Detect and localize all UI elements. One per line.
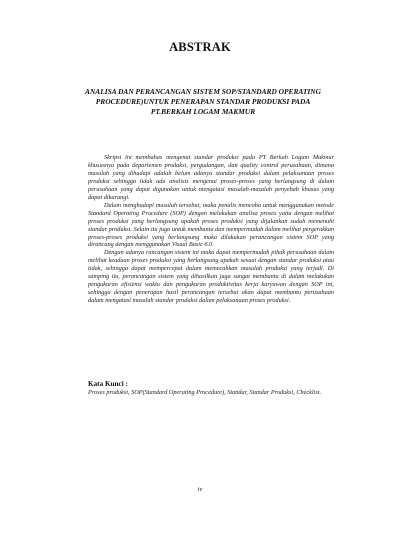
page-number: iv: [197, 486, 203, 493]
thesis-title-line: PT.BERKAH LOGAM MAKMUR: [150, 107, 256, 116]
abstract-paragraph: Dengan adanya rancangan sistem ini maka dapat mempermudah pihak perusahaan dalam melihat keadaan proses produksi yang berlangsung apakah sesuai dengan standar produksi atau tidak, sehingga dapat mempercepat dalam memecahkan masalah produksi yang terjadi. Di samping itu, perancangan sistem yang dihasilkan juga sangat membantu di dalam melakukan pengukuran efisiensi waktu dan pengukuran produktivitas kerja karyawan dengan SOP ini, sehingga dengan penerapan hasil perancangan tersebut akan dapat membantu perusahaan dalam mengatasi masalah standar produksi dalam pelaksanaan proses produksi.: [88, 249, 334, 305]
abstract-body: [88, 154, 334, 305]
thesis-title-line: ANALISA DAN PERANCANGAN SISTEM SOP/STANDARD OPERATING: [85, 87, 321, 96]
keywords-text: Proses produksi, SOP(Standard Operating Procedure), Standar, Standar Produksi, Checklist.: [88, 389, 322, 396]
abstract-paragraph: Dalam menghadapi masalah tersebut, maka penulis mencoba untuk menggunakan metode Standard Operating Procedure (SOP) dengan melakukan analisa proses yaitu dengan melihat proses produksi yang berlangsung apakah proses produksi yang dijalankan sudah memenuhi standar produksi. Selain itu juga untuk membantu dan mempermudah dalam melihat pergerakkan proses-proses produksi yang berlangsung maka dilakukan perancangan sistem SOP yang dirancang dengan menggunakan Visual Basic 6.0.: [88, 201, 334, 249]
abstract-heading: ABSTRAK: [169, 40, 231, 54]
thesis-title: [72, 87, 334, 117]
keywords-label: Kata Kunci :: [88, 380, 128, 388]
abstract-paragraph: Skripsi ini membahas mengenai standar produksi pada PT Berkah Logam Makmur khususnya pada departemen produksi, pergudangan, dan quality control perusahaan, dimana masalah yang dihadapi adalah belum adanya standar produksi dalam pelaksanaan proses produksi sehingga tidak ada analisis mengenai proses-proses yang berlangsung di dalam perusahaan yang dapat digunakan untuk mengatasi masalah-masalah penyebab khusus yang dapat dikurangi.: [88, 154, 334, 201]
thesis-title-line: PROCEDURE)UNTUK PENERAPAN STANDAR PRODUKSI PADA: [95, 97, 311, 106]
